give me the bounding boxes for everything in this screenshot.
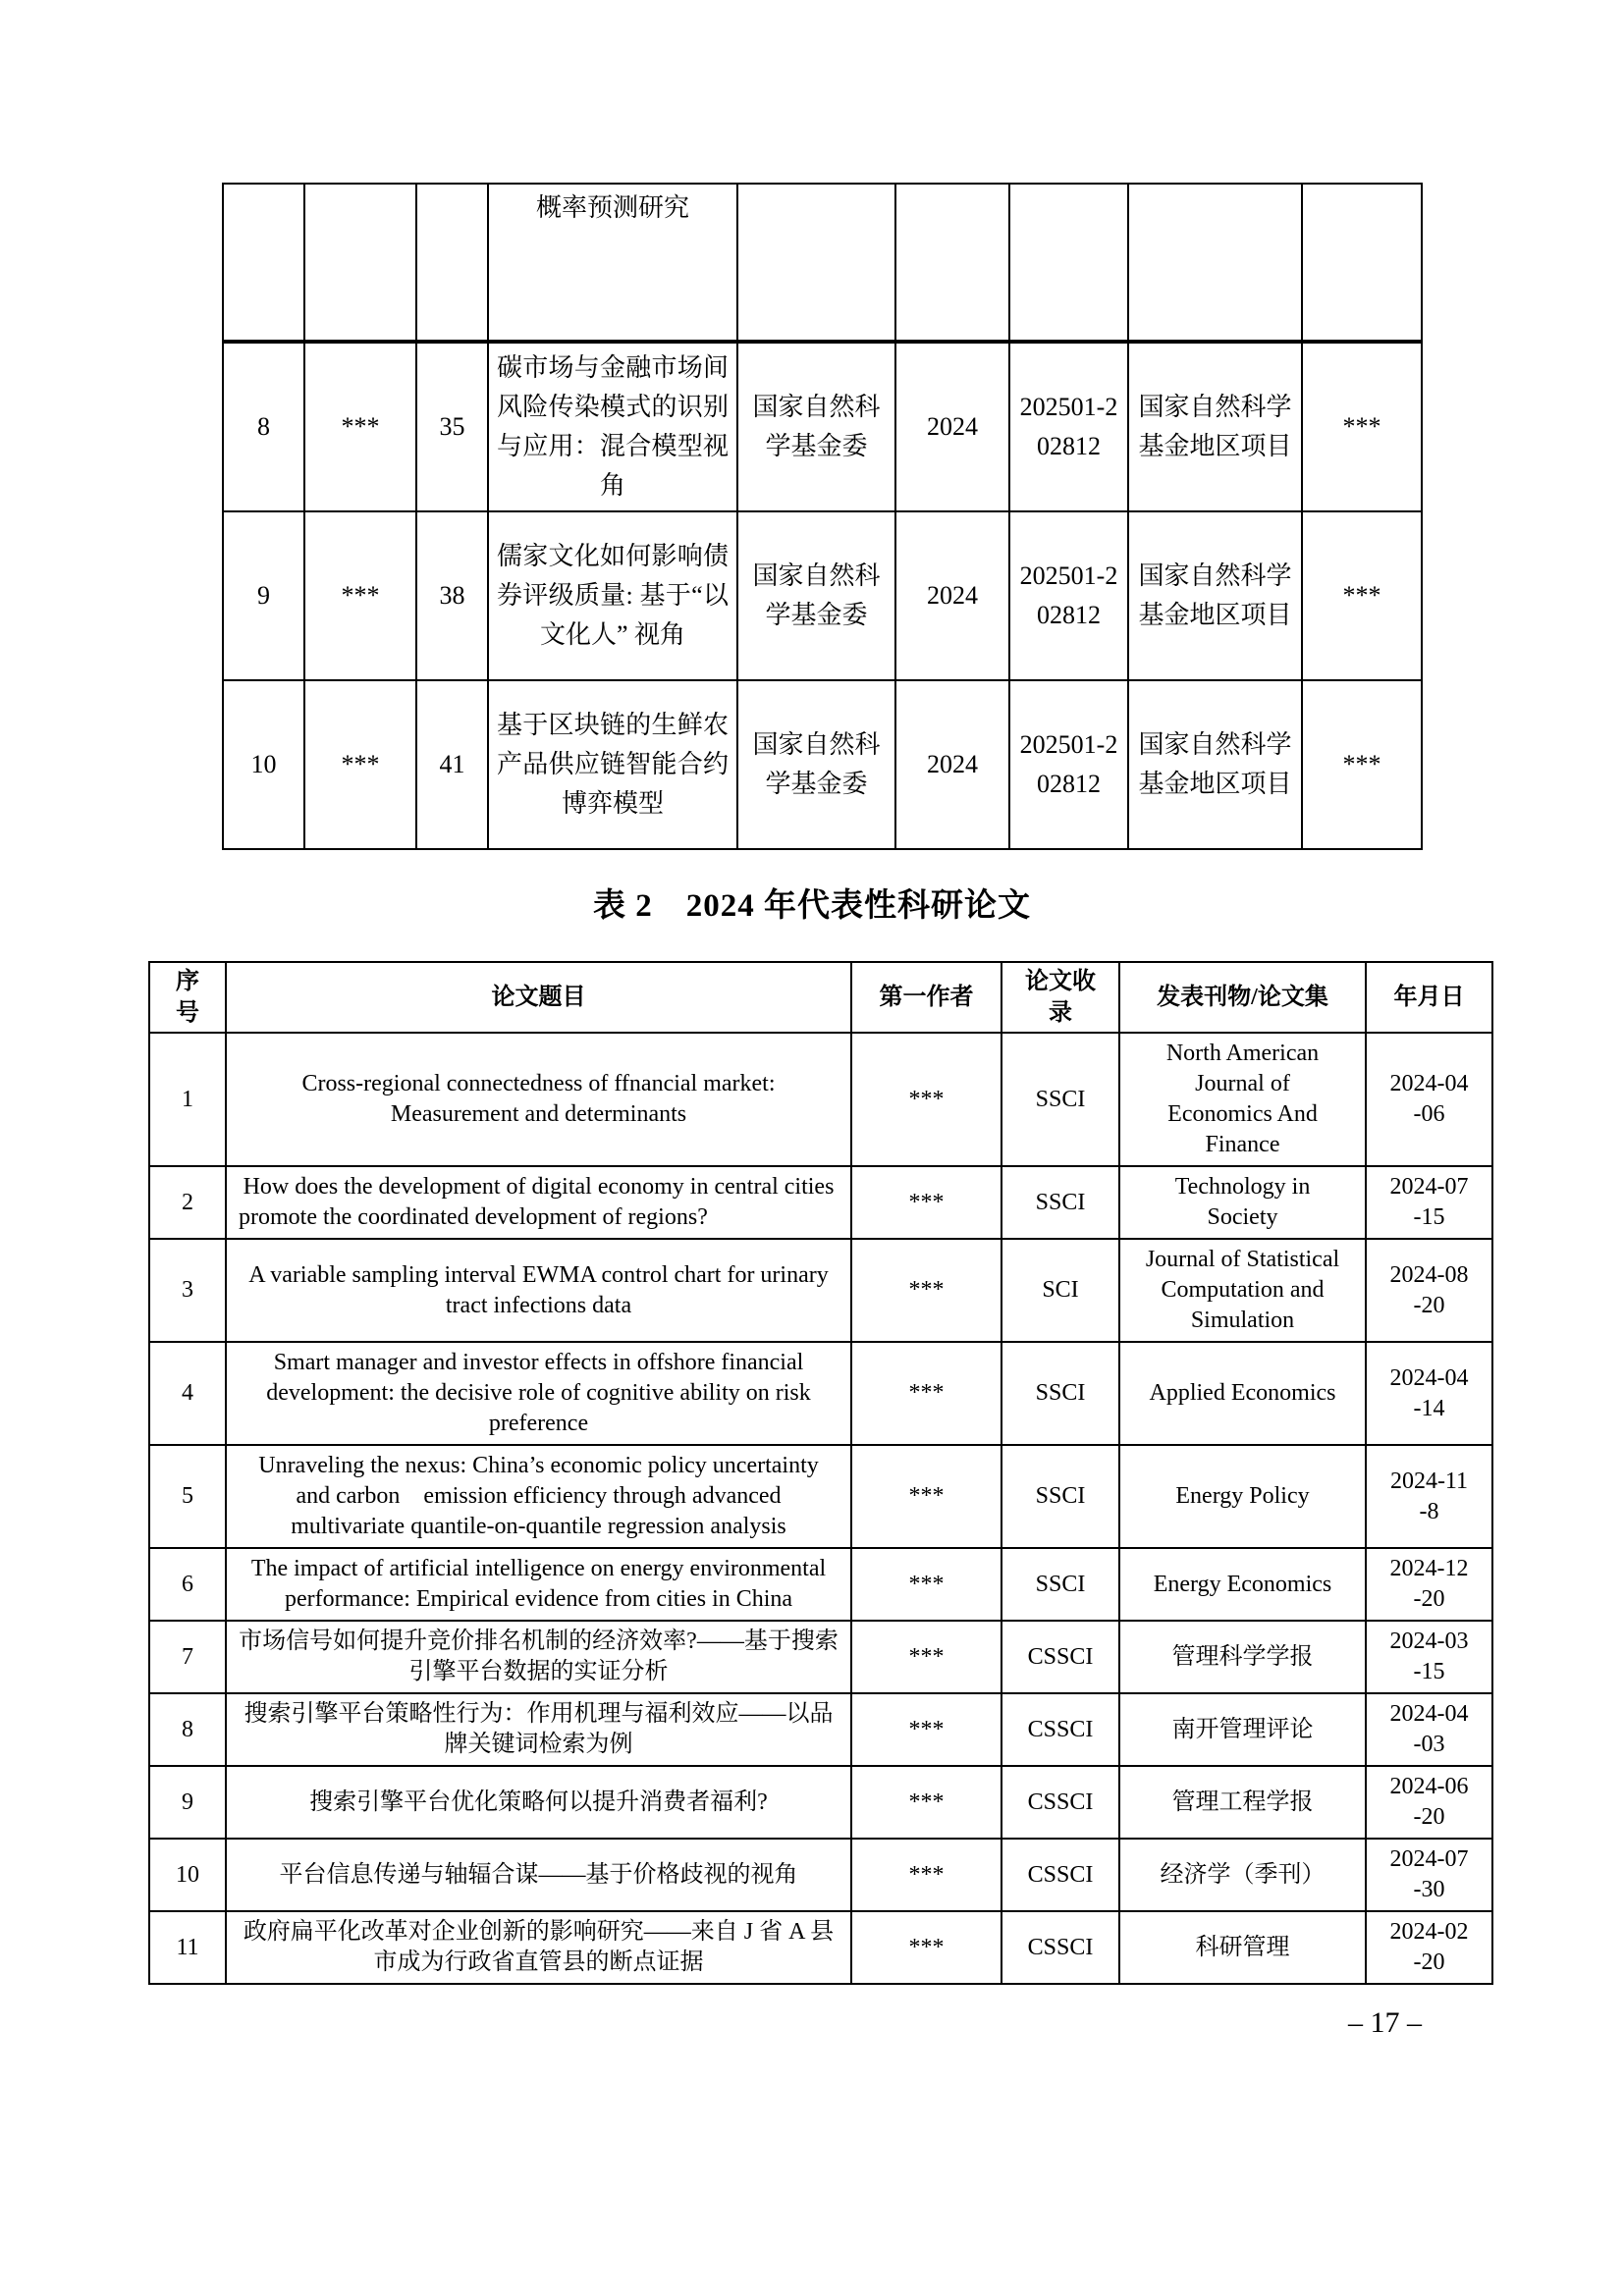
table-row — [149, 1239, 1492, 1342]
cell-seq: 8 — [223, 342, 304, 511]
cell-title: 概率预测研究 — [488, 184, 737, 342]
cell-date: 2024-12 -20 — [1366, 1548, 1492, 1621]
table-row — [149, 1548, 1492, 1621]
cell-title: Unraveling the nexus: China’s economic policy uncertainty and carbon emission efficiency through advanced multivariate quantile-on-quantile regression analysis — [226, 1445, 851, 1548]
cell-journal: 经济学（季刊） — [1119, 1839, 1366, 1911]
cell-author: *** — [851, 1766, 1001, 1839]
cell-note: *** — [1302, 511, 1422, 680]
cell-num: 3 — [149, 1239, 226, 1342]
cell-seq: 10 — [223, 680, 304, 849]
cell-index: SSCI — [1001, 1548, 1119, 1621]
cell-date: 2024-04 -03 — [1366, 1693, 1492, 1766]
cell-note: *** — [1302, 342, 1422, 511]
cell-date: 2024-11 -8 — [1366, 1445, 1492, 1548]
cell-period: 202501-202812 — [1009, 342, 1128, 511]
cell-index: CSSCI — [1001, 1911, 1119, 1984]
cell-index: CSSCI — [1001, 1839, 1119, 1911]
cell-num: 5 — [149, 1445, 226, 1548]
cell-category: 国家自然科学基金地区项目 — [1128, 680, 1302, 849]
cell-author: *** — [851, 1693, 1001, 1766]
cell-num: 4 — [149, 1342, 226, 1445]
cell-title: 政府扁平化改革对企业创新的影响研究——来自 J 省 A 县市成为行政省直管县的断点证据 — [226, 1911, 851, 1984]
cell-journal: Journal of Statistical Computation and Simulation — [1119, 1239, 1366, 1342]
cell-num: 9 — [149, 1766, 226, 1839]
cell-year — [895, 184, 1009, 342]
cell-period: 202501-202812 — [1009, 680, 1128, 849]
column-header: 发表刊物/论文集 — [1119, 962, 1366, 1033]
cell-index: CSSCI — [1001, 1766, 1119, 1839]
table-row — [149, 1342, 1492, 1445]
column-header: 论文收录 — [1001, 962, 1119, 1033]
cell-author: *** — [851, 1548, 1001, 1621]
cell-author: *** — [851, 1445, 1001, 1548]
cell-code — [416, 184, 488, 342]
cell-journal: 管理科学学报 — [1119, 1621, 1366, 1693]
table-row — [149, 1911, 1492, 1984]
cell-title: 碳市场与金融市场间风险传染模式的识别与应用：混合模型视角 — [488, 342, 737, 511]
cell-funder — [737, 184, 895, 342]
cell-title: How does the development of digital economy in central cities promote the coordinated development of regions? — [226, 1166, 851, 1239]
cell-journal: North American Journal of Economics And Finance — [1119, 1033, 1366, 1166]
cell-year: 2024 — [895, 511, 1009, 680]
cell-date: 2024-08 -20 — [1366, 1239, 1492, 1342]
cell-date: 2024-06 -20 — [1366, 1766, 1492, 1839]
table-row-carryover — [223, 184, 1422, 342]
table-row — [149, 1166, 1492, 1239]
cell-journal: 南开管理评论 — [1119, 1693, 1366, 1766]
cell-year: 2024 — [895, 342, 1009, 511]
column-header: 第一作者 — [851, 962, 1001, 1033]
cell-period — [1009, 184, 1128, 342]
cell-index: CSSCI — [1001, 1693, 1119, 1766]
cell-funder: 国家自然科学基金委 — [737, 342, 895, 511]
cell-title: 儒家文化如何影响债券评级质量: 基于“以文化人” 视角 — [488, 511, 737, 680]
cell-category: 国家自然科学基金地区项目 — [1128, 342, 1302, 511]
cell-journal: Energy Economics — [1119, 1548, 1366, 1621]
cell-seq: 9 — [223, 511, 304, 680]
cell-name: *** — [304, 511, 416, 680]
cell-title: 搜索引擎平台优化策略何以提升消费者福利? — [226, 1766, 851, 1839]
cell-num: 10 — [149, 1839, 226, 1911]
cell-code: 38 — [416, 511, 488, 680]
cell-title: 市场信号如何提升竞价排名机制的经济效率?——基于搜索引擎平台数据的实证分析 — [226, 1621, 851, 1693]
cell-journal: 科研管理 — [1119, 1911, 1366, 1984]
cell-num: 8 — [149, 1693, 226, 1766]
cell-title: Smart manager and investor effects in offshore financial development: the decisive role of cognitive ability on risk preference — [226, 1342, 851, 1445]
cell-name: *** — [304, 342, 416, 511]
cell-seq — [223, 184, 304, 342]
cell-title: 平台信息传递与轴辐合谋——基于价格歧视的视角 — [226, 1839, 851, 1911]
cell-author: *** — [851, 1166, 1001, 1239]
table-row — [149, 1693, 1492, 1766]
cell-num: 1 — [149, 1033, 226, 1166]
table-row — [149, 1033, 1492, 1166]
column-header: 年月日 — [1366, 962, 1492, 1033]
cell-title: Cross-regional connectedness of ffnancial market: Measurement and determinants — [226, 1033, 851, 1166]
cell-date: 2024-07 -30 — [1366, 1839, 1492, 1911]
table-row — [149, 1445, 1492, 1548]
cell-funder: 国家自然科学基金委 — [737, 680, 895, 849]
cell-note: *** — [1302, 680, 1422, 849]
cell-date: 2024-04 -06 — [1366, 1033, 1492, 1166]
cell-title: 基于区块链的生鲜农产品供应链智能合约博弈模型 — [488, 680, 737, 849]
column-header: 论文题目 — [226, 962, 851, 1033]
cell-index: SSCI — [1001, 1445, 1119, 1548]
cell-name — [304, 184, 416, 342]
cell-index: SSCI — [1001, 1166, 1119, 1239]
cell-date: 2024-07 -15 — [1366, 1166, 1492, 1239]
cell-category — [1128, 184, 1302, 342]
cell-index: SCI — [1001, 1239, 1119, 1342]
table-row — [223, 680, 1422, 849]
cell-date: 2024-02 -20 — [1366, 1911, 1492, 1984]
cell-author: *** — [851, 1033, 1001, 1166]
cell-num: 7 — [149, 1621, 226, 1693]
cell-author: *** — [851, 1839, 1001, 1911]
page-number: – 17 – — [1348, 2006, 1422, 2039]
cell-date: 2024-03 -15 — [1366, 1621, 1492, 1693]
table-row — [223, 342, 1422, 511]
cell-num: 11 — [149, 1911, 226, 1984]
cell-num: 6 — [149, 1548, 226, 1621]
column-header: 序号 — [149, 962, 226, 1033]
table2-caption: 表 2 2024 年代表性科研论文 — [593, 888, 1031, 924]
cell-name: *** — [304, 680, 416, 849]
cell-code: 35 — [416, 342, 488, 511]
projects-table-continued — [222, 183, 1423, 850]
cell-year: 2024 — [895, 680, 1009, 849]
cell-category: 国家自然科学基金地区项目 — [1128, 511, 1302, 680]
cell-title: A variable sampling interval EWMA control chart for urinary tract infections data — [226, 1239, 851, 1342]
cell-note — [1302, 184, 1422, 342]
cell-journal: Applied Economics — [1119, 1342, 1366, 1445]
cell-funder: 国家自然科学基金委 — [737, 511, 895, 680]
cell-period: 202501-202812 — [1009, 511, 1128, 680]
cell-title: The impact of artificial intelligence on energy environmental performance: Empirical evidence from cities in China — [226, 1548, 851, 1621]
papers-table — [148, 961, 1493, 1985]
cell-index: SSCI — [1001, 1033, 1119, 1166]
papers-table-header-row — [149, 962, 1492, 1033]
cell-author: *** — [851, 1342, 1001, 1445]
table-row — [149, 1839, 1492, 1911]
cell-date: 2024-04 -14 — [1366, 1342, 1492, 1445]
cell-journal: Energy Policy — [1119, 1445, 1366, 1548]
cell-code: 41 — [416, 680, 488, 849]
cell-author: *** — [851, 1239, 1001, 1342]
cell-index: SSCI — [1001, 1342, 1119, 1445]
cell-index: CSSCI — [1001, 1621, 1119, 1693]
table-row — [149, 1621, 1492, 1693]
cell-num: 2 — [149, 1166, 226, 1239]
table-row — [149, 1766, 1492, 1839]
cell-journal: 管理工程学报 — [1119, 1766, 1366, 1839]
cell-journal: Technology in Society — [1119, 1166, 1366, 1239]
table-row — [223, 511, 1422, 680]
cell-author: *** — [851, 1911, 1001, 1984]
cell-author: *** — [851, 1621, 1001, 1693]
cell-title: 搜索引擎平台策略性行为：作用机理与福利效应——以品牌关键词检索为例 — [226, 1693, 851, 1766]
